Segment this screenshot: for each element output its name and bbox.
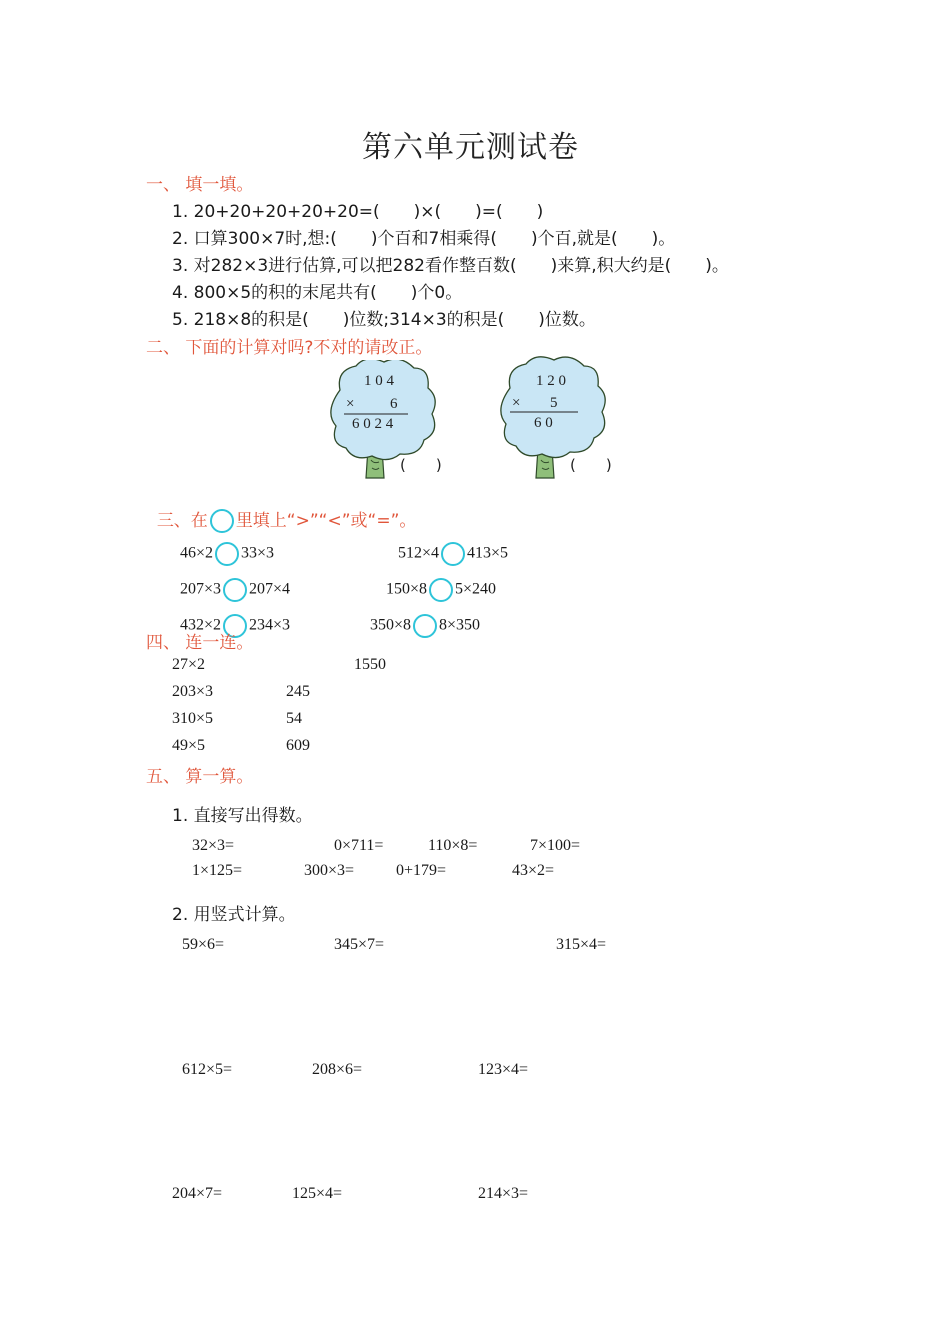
tree-2-top: 1 2 0 [536, 373, 566, 389]
part-2-label: 2. 用竖式计算。 [172, 905, 296, 925]
section-3-heading-b: 里填上“>”“<”或“=”。 [235, 511, 417, 531]
fill-item-5: 5. 218×8的积是( )位数;314×3的积是( )位数。 [172, 310, 596, 330]
compare-expr: 5×240 [455, 580, 497, 598]
match-right-1[interactable]: 1550 [354, 656, 386, 673]
part-1-label: 1. 直接写出得数。 [172, 806, 313, 826]
fill-item-3: 3. 对282×3进行估算,可以把282看作整百数( )来算,积大约是( )。 [172, 256, 729, 276]
vertical-calc: 123×4= [478, 1061, 529, 1078]
match-left-2[interactable]: 203×3 [172, 683, 214, 700]
mental-calc: 0×711= [334, 837, 384, 854]
vertical-calc: 612×5= [182, 1061, 233, 1078]
compare-expr: 413×5 [467, 544, 509, 562]
match-left-1[interactable]: 27×2 [172, 656, 206, 673]
compare-expr: 8×350 [439, 616, 481, 634]
match-right-3[interactable]: 54 [286, 710, 302, 727]
tree-1-multiplier: 6 [390, 396, 398, 412]
fill-item-1: 1. 20+20+20+20+20=( )×( )=( ) [172, 202, 544, 222]
match-right-4[interactable]: 609 [286, 737, 310, 754]
compare-row-3-right [362, 596, 480, 638]
mental-calc: 7×100= [530, 837, 581, 854]
tree-1-result: 6 0 2 4 [352, 416, 394, 432]
tree-2-illustration [496, 356, 636, 482]
vertical-calc: 125×4= [292, 1185, 343, 1202]
mental-calc: 0+179= [396, 862, 447, 879]
tree-2-multiplier: 5 [550, 395, 558, 411]
compare-expr: 207×4 [249, 580, 291, 598]
mental-calc: 300×3= [304, 862, 355, 879]
tree-1-op: × [346, 396, 355, 412]
compare-expr: 33×3 [241, 544, 275, 562]
compare-circle-icon[interactable] [413, 614, 437, 638]
section-5-heading: 五、 算一算。 [146, 767, 254, 787]
match-left-3[interactable]: 310×5 [172, 710, 214, 727]
mental-calc: 1×125= [192, 862, 243, 879]
compare-expr: 150×8 [386, 580, 428, 598]
mental-calc: 110×8= [428, 837, 478, 854]
vertical-calc: 214×3= [478, 1185, 529, 1202]
tree-1-top: 1 0 4 [364, 373, 394, 389]
vertical-calc: 315×4= [556, 936, 607, 953]
vertical-calc: 345×7= [334, 936, 385, 953]
vertical-calc: 204×7= [172, 1185, 223, 1202]
compare-expr: 207×3 [180, 580, 222, 598]
tree-1-answer: ( ) [400, 456, 442, 474]
section-3-heading-a: 三、在 [156, 511, 208, 531]
vertical-calc: 208×6= [312, 1061, 363, 1078]
section-2-heading: 二、 下面的计算对吗?不对的请改正。 [146, 338, 433, 358]
compare-expr: 46×2 [180, 544, 214, 562]
tree-1-illustration [326, 360, 456, 482]
tree-2-result: 6 0 [534, 415, 553, 431]
compare-expr: 432×2 [180, 616, 222, 634]
page-title: 第六单元测试卷 [362, 130, 579, 165]
section-4-heading: 四、 连一连。 [146, 633, 254, 653]
tree-2-op: × [512, 395, 521, 411]
compare-expr: 234×3 [249, 616, 291, 634]
match-left-4[interactable]: 49×5 [172, 737, 206, 754]
compare-expr: 350×8 [370, 616, 412, 634]
tree-2-answer: ( ) [570, 456, 612, 474]
fill-item-2: 2. 口算300×7时,想:( )个百和7相乘得( )个百,就是( )。 [172, 229, 676, 249]
match-right-2[interactable]: 245 [286, 683, 310, 700]
mental-calc: 32×3= [192, 837, 235, 854]
mental-calc: 43×2= [512, 862, 555, 879]
fill-item-4: 4. 800×5的积的末尾共有( )个0。 [172, 283, 463, 303]
vertical-calc: 59×6= [182, 936, 225, 953]
section-1-heading: 一、 填一填。 [146, 175, 254, 195]
compare-expr: 512×4 [398, 544, 440, 562]
